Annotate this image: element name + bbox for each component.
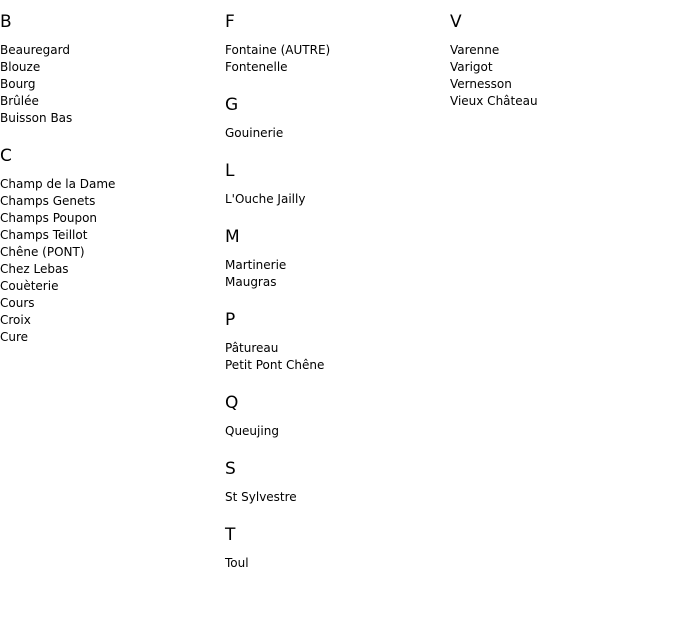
letter-heading: Q <box>225 393 239 413</box>
letter-heading: B <box>0 12 12 32</box>
letter-heading: P <box>225 310 236 330</box>
place-link[interactable]: Varenne <box>450 43 500 57</box>
place-link[interactable]: Varigot <box>450 60 493 74</box>
letter-heading: C <box>0 146 12 166</box>
place-link[interactable]: Chez Lebas <box>0 262 69 276</box>
place-link[interactable]: L'Ouche Jailly <box>225 192 306 206</box>
letter-heading: G <box>225 95 239 115</box>
place-link[interactable]: Champs Poupon <box>0 211 98 225</box>
place-link[interactable]: Bourg <box>0 77 36 91</box>
place-link[interactable]: Champs Genets <box>0 194 96 208</box>
place-link[interactable]: Champs Teillot <box>0 228 88 242</box>
letter-section-m <box>225 208 445 291</box>
place-link[interactable]: Couèterie <box>0 279 59 293</box>
letter-heading: M <box>225 227 240 247</box>
letter-heading: V <box>450 12 462 32</box>
place-link[interactable]: Maugras <box>225 275 277 289</box>
place-link[interactable]: St Sylvestre <box>225 490 297 504</box>
letter-heading: L <box>225 161 235 181</box>
letter-heading: F <box>225 12 235 32</box>
letter-heading: S <box>225 459 236 479</box>
place-link[interactable]: Martinerie <box>225 258 287 272</box>
place-link[interactable]: Queujing <box>225 424 279 438</box>
place-link[interactable]: Blouze <box>0 60 41 74</box>
place-link[interactable]: Vernesson <box>450 77 512 91</box>
place-link[interactable]: Cure <box>0 330 29 344</box>
index-column-3 <box>450 0 670 110</box>
place-link[interactable]: Pâtureau <box>225 341 279 355</box>
place-link[interactable]: Champ de la Dame <box>0 177 116 191</box>
place-link[interactable]: Cours <box>0 296 35 310</box>
place-link[interactable]: Croix <box>0 313 31 327</box>
letter-section-l <box>225 142 445 208</box>
place-link[interactable]: Brûlée <box>0 94 39 108</box>
letter-section-v <box>450 0 670 110</box>
letter-section-p <box>225 291 445 374</box>
place-link[interactable]: Chêne (PONT) <box>0 245 85 259</box>
letter-section-g <box>225 76 445 142</box>
place-link[interactable]: Fontaine (AUTRE) <box>225 43 331 57</box>
place-link[interactable]: Beauregard <box>0 43 70 57</box>
place-link[interactable]: Vieux Château <box>450 94 538 108</box>
place-link[interactable]: Gouinerie <box>225 126 284 140</box>
place-link[interactable]: Buisson Bas <box>0 111 73 125</box>
letter-section-s <box>225 440 445 506</box>
place-link[interactable]: Petit Pont Chêne <box>225 358 325 372</box>
letter-section-b <box>0 0 220 127</box>
letter-section-q <box>225 374 445 440</box>
letter-section-f <box>225 0 445 76</box>
index-column-2 <box>225 0 445 572</box>
letter-section-t <box>225 506 445 572</box>
index-column-1 <box>0 0 220 346</box>
place-link[interactable]: Toul <box>225 556 249 570</box>
letter-heading: T <box>225 525 236 545</box>
letter-section-c <box>0 127 220 346</box>
place-link[interactable]: Fontenelle <box>225 60 288 74</box>
